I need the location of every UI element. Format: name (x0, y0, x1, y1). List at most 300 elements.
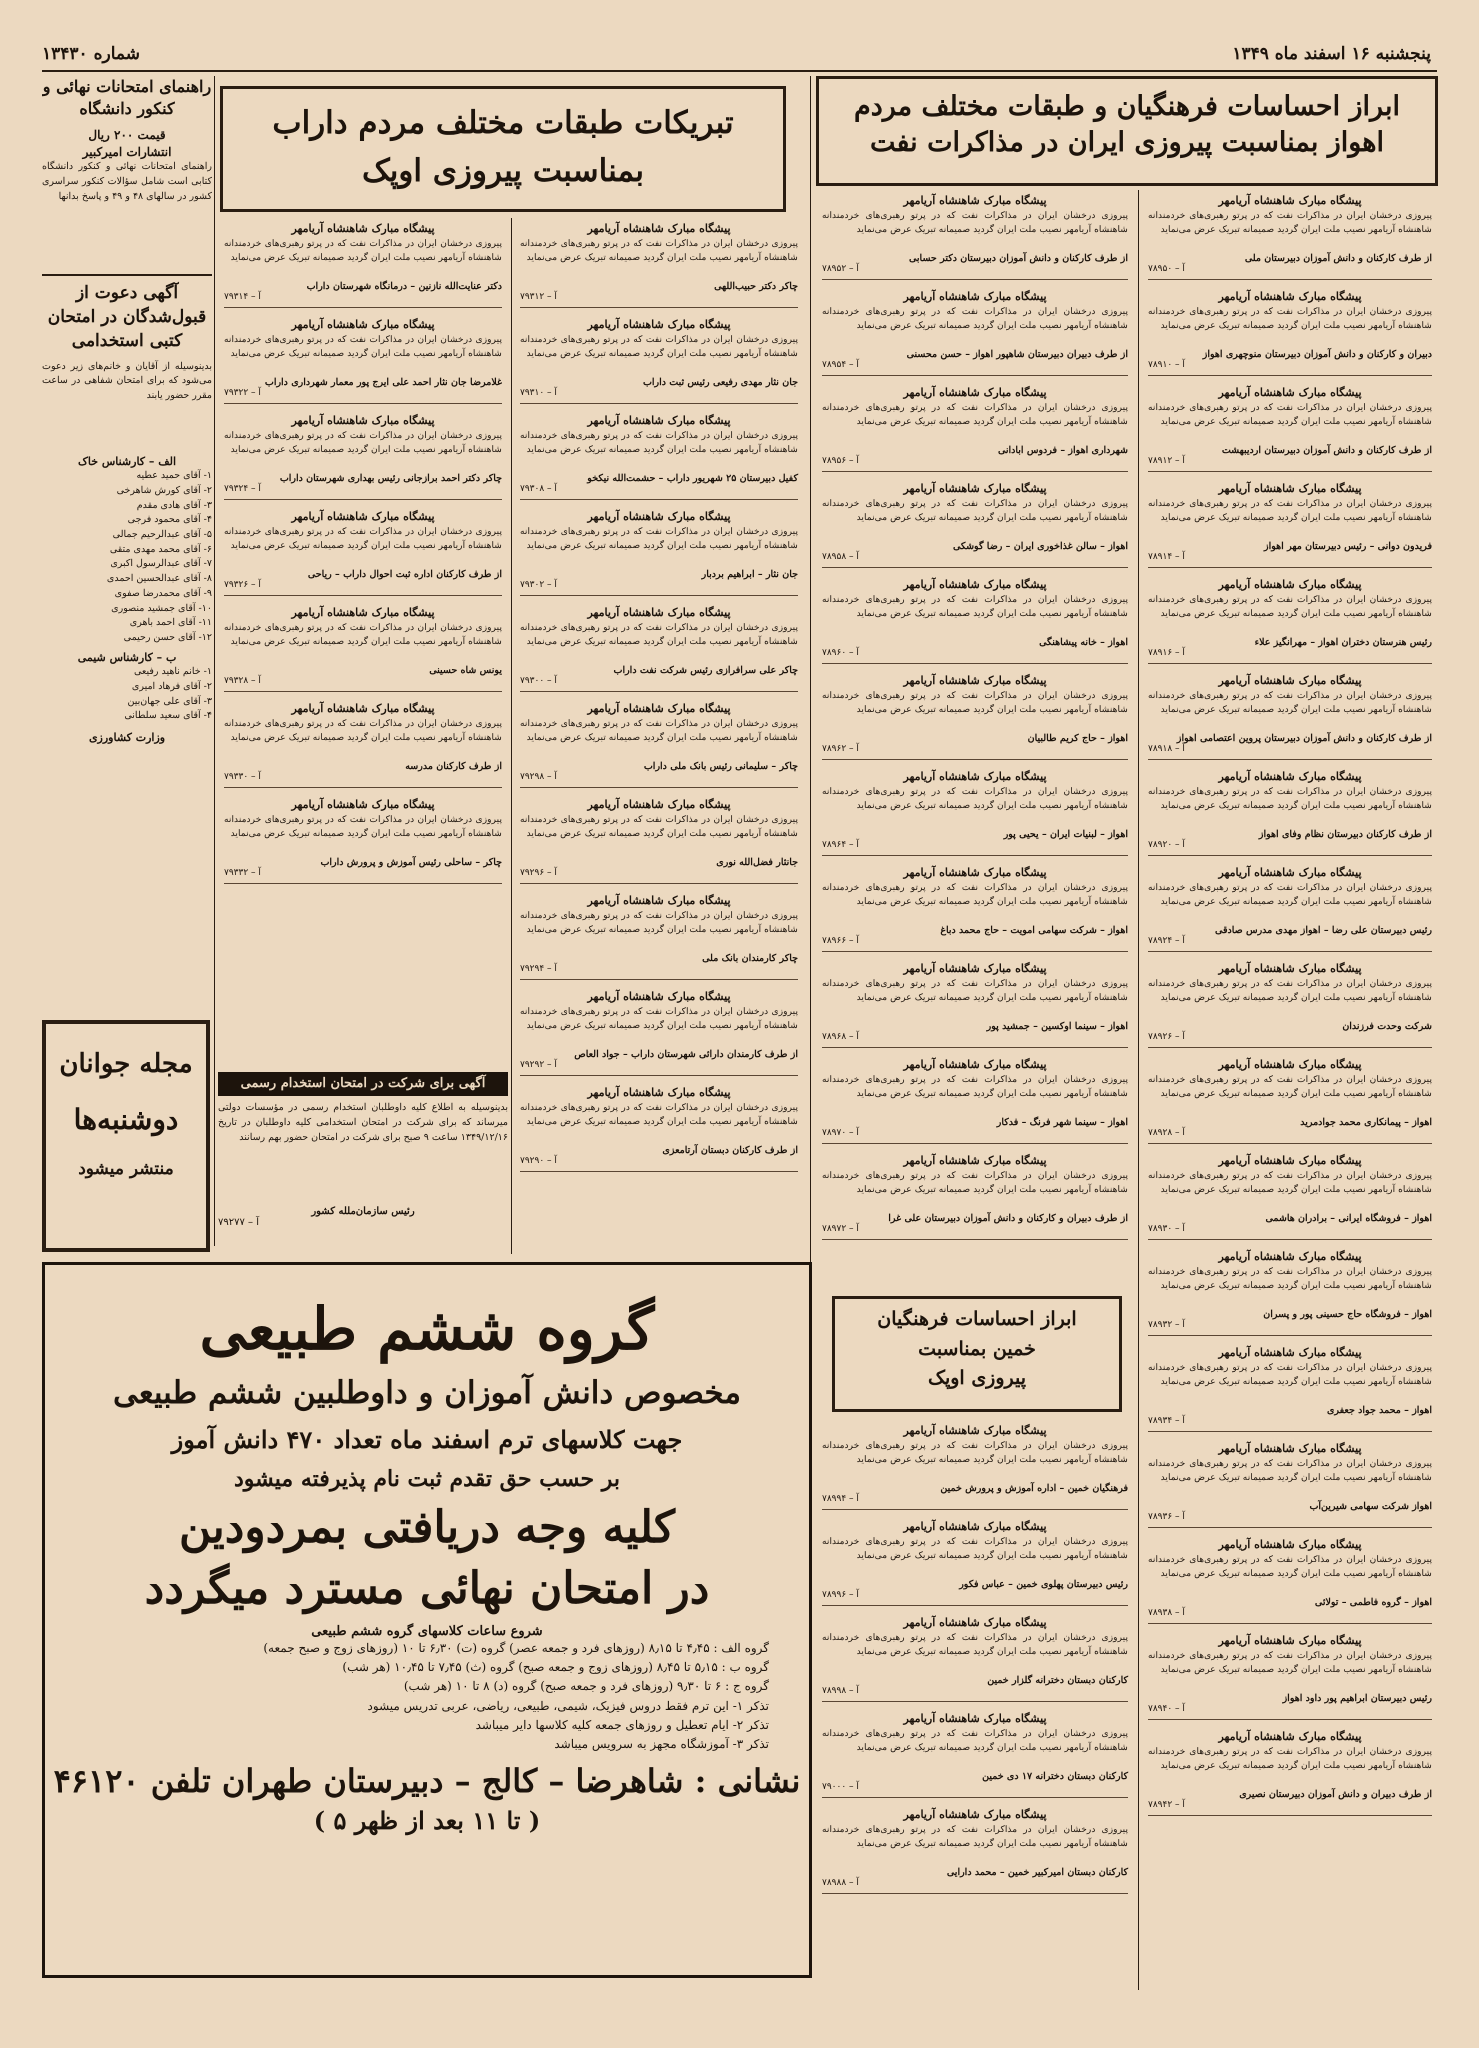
congratulation-notice (520, 410, 798, 500)
notice-signature: جان نثار – ابراهیم بردبار (701, 569, 798, 580)
notice-code: ۷۸۹۳۰ – آ (1148, 1224, 1185, 1234)
masthead-rule (42, 70, 1437, 72)
notice-code: ۷۹۳۱۰ – آ (520, 388, 557, 398)
notice-body: پیروزی درخشان ایران در مذاکرات نفت که در پرتو رهبری‌های خردمندانه شاهنشاه آریامهر نصیب ملت ایران گردید صمیمانه تبریک عرض می‌نماید (1148, 1650, 1432, 1676)
notice-signature: از طرف دبیران و کارکنان و دانش آموزان دبیرستان علی غرا (888, 1213, 1128, 1224)
magazine-ad (42, 1020, 210, 1252)
sidebar-divider (42, 274, 212, 276)
notice-signature: اهواز – محمد جواد جعفری (1326, 1405, 1432, 1416)
list-item: ۱۱- آقای احمد باهری (129, 617, 212, 629)
notice-code: ۷۸۹۵۶ – آ (822, 456, 859, 466)
invite-title: آگهی دعوت از قبول‌شدگان در امتحان کتبی استخدامی (47, 283, 207, 351)
names-list-b (42, 665, 212, 724)
notice-code: ۷۹۲۹۰ – آ (520, 1156, 557, 1166)
notice-signature: دبیران و کارکنان و دانش آموزان دبیرستان منوچهری اهواز (1202, 349, 1432, 360)
notice-title: پیشگاه مبارک شاهنشاه آریامهر (903, 1424, 1047, 1437)
notice-code: ۷۸۹۳۶ – آ (1148, 1512, 1185, 1522)
congratulation-notice (1148, 766, 1432, 856)
congratulation-notice (1148, 1438, 1432, 1528)
notice-title: پیشگاه مبارک شاهنشاه آریامهر (1218, 1442, 1362, 1455)
notice-code: ۷۹۲۹۸ – آ (520, 772, 557, 782)
notice-body: پیروزی درخشان ایران در مذاکرات نفت که در پرتو رهبری‌های خردمندانه شاهنشاه آریامهر نصیب ملت ایران گردید صمیمانه تبریک عرض می‌نماید (822, 402, 1128, 428)
congratulation-notice (1148, 1150, 1432, 1240)
notice-title: پیشگاه مبارک شاهنشاه آریامهر (291, 414, 435, 427)
notice-code: ۷۸۹۱۲ – آ (1148, 456, 1185, 466)
notice-body: پیروزی درخشان ایران در مذاکرات نفت که در پرتو رهبری‌های خردمندانه شاهنشاه آریامهر نصیب ملت ایران گردید صمیمانه تبریک عرض می‌نماید (224, 238, 502, 264)
list-item: ۷- آقای عبدالرسول اکبری (110, 558, 212, 570)
notice-signature: کارکنان دبستان دخترانه ۱۷ دی خمین (982, 1771, 1128, 1782)
notice-body: پیروزی درخشان ایران در مذاکرات نفت که در پرتو رهبری‌های خردمندانه شاهنشاه آریامهر نصیب ملت ایران گردید صمیمانه تبریک عرض می‌نماید (520, 1006, 798, 1032)
notice-body: پیروزی درخشان ایران در مذاکرات نفت که در پرتو رهبری‌های خردمندانه شاهنشاه آریامهر نصیب ملت ایران گردید صمیمانه تبریک عرض می‌نماید (224, 718, 502, 744)
group-b-label: ب – کارشناس شیمی (77, 650, 177, 664)
notice-body: پیروزی درخشان ایران در مذاکرات نفت که در پرتو رهبری‌های خردمندانه شاهنشاه آریامهر نصیب ملت ایران گردید صمیمانه تبریک عرض می‌نماید (822, 1440, 1128, 1466)
congratulation-notice (520, 218, 798, 308)
notice-signature: چاکر دکتر حبیب‌اللهی (714, 281, 798, 292)
notice-code: ۷۸۹۲۴ – آ (1148, 936, 1185, 946)
notice-signature: جانثار فضل‌الله نوری (716, 857, 798, 868)
ad-line-5: در امتحان نهائی مسترد میگردد (144, 1563, 710, 1614)
notice-code: ۷۸۹۹۸ – آ (822, 1686, 859, 1696)
schedule-line: گروه الف : ۴٫۴۵ تا ۸٫۱۵ (روزهای فرد و جمعه عصر) گروه (ت) ۶٫۳۰ تا ۱۰ (روزهای زوج و صبح جمعه) (263, 1641, 769, 1655)
notice-signature: از طرف کارکنان و دانش آموزان دبیرستان ملی (1244, 253, 1432, 264)
notice-body: پیروزی درخشان ایران در مذاکرات نفت که در پرتو رهبری‌های خردمندانه شاهنشاه آریامهر نصیب ملت ایران گردید صمیمانه تبریک عرض می‌نماید (822, 306, 1128, 332)
ad-hours: ( ۵ تا ۱۱ بعد از ظهر ) (313, 1806, 541, 1836)
notice-signature: چاکر کارمندان بانک ملی (702, 953, 798, 964)
notice-title: پیشگاه مبارک شاهنشاه آریامهر (1218, 962, 1362, 975)
schedule-line: تذکر ۳- آموزشگاه مجهز به سرویس میباشد (554, 1736, 769, 1751)
notice-title: پیشگاه مبارک شاهنشاه آریامهر (1218, 1058, 1362, 1071)
notice-signature: از طرف کارمندان دارائی شهرستان داراب – جواد العاص (574, 1049, 798, 1060)
notice-code: ۷۹۳۱۴ – آ (224, 292, 261, 302)
notice-code: ۷۸۹۱۰ – آ (1148, 360, 1185, 370)
notice-code: ۷۹۲۹۴ – آ (520, 964, 557, 974)
congratulation-notice (822, 670, 1128, 760)
notice-title: پیشگاه مبارک شاهنشاه آریامهر (1218, 1154, 1362, 1167)
notice-body: پیروزی درخشان ایران در مذاکرات نفت که در پرتو رهبری‌های خردمندانه شاهنشاه آریامهر نصیب ملت ایران گردید صمیمانه تبریک عرض می‌نماید (224, 814, 502, 840)
notice-signature: اهواز – سالن غذاخوری ایران – رضا گوشکی (952, 541, 1128, 552)
notice-title: پیشگاه مبارک شاهنشاه آریامهر (291, 702, 435, 715)
notice-title: پیشگاه مبارک شاهنشاه آریامهر (587, 414, 731, 427)
notice-body: پیروزی درخشان ایران در مذاکرات نفت که در پرتو رهبری‌های خردمندانه شاهنشاه آریامهر نصیب ملت ایران گردید صمیمانه تبریک عرض می‌نماید (822, 1536, 1128, 1562)
notice-title: پیشگاه مبارک شاهنشاه آریامهر (903, 770, 1047, 783)
center-column-right (514, 218, 804, 1254)
notice-title: پیشگاه مبارک شاهنشاه آریامهر (1218, 1250, 1362, 1263)
congratulation-notice (822, 190, 1128, 280)
notice-title: پیشگاه مبارک شاهنشاه آریامهر (903, 194, 1047, 207)
employment-title: آگهی برای شرکت در امتحان استخدام رسمی (218, 1072, 508, 1096)
congratulation-notice (1148, 382, 1432, 472)
congratulation-notice (822, 286, 1128, 376)
congratulation-notice (822, 1708, 1128, 1798)
notice-code: ۷۹۳۱۲ – آ (520, 292, 557, 302)
notice-title: پیشگاه مبارک شاهنشاه آریامهر (903, 1808, 1047, 1821)
congratulation-notice (822, 766, 1128, 856)
notice-code: ۷۸۹۵۲ – آ (822, 264, 859, 274)
congratulation-notice (520, 890, 798, 980)
list-item: ۴- آقای سعید سلطانی (124, 710, 212, 722)
congratulation-notice (822, 1612, 1128, 1702)
notice-title: پیشگاه مبارک شاهنشاه آریامهر (587, 1086, 731, 1099)
school-advertisement (42, 1262, 812, 1978)
congratulation-notice (224, 794, 502, 884)
notice-code: ۷۹۳۳۲ – آ (224, 868, 261, 878)
notice-code: ۷۹۲۹۲ – آ (520, 1060, 557, 1070)
notice-title: پیشگاه مبارک شاهنشاه آریامهر (903, 1712, 1047, 1725)
notice-title: پیشگاه مبارک شاهنشاه آریامهر (903, 866, 1047, 879)
list-item: ۱- آقای حمید عطیه (136, 470, 212, 482)
list-item: ۲- آقای فرهاد امیری (131, 680, 212, 692)
congratulation-notice (224, 218, 502, 308)
notice-signature: از طرف دبیران دبیرستان شاهپور اهواز – حسن محسنی (906, 349, 1128, 360)
schedule-line: تذکر ۲- ایام تعطیل و روزهای جمعه کلیه کلاسها دایر میباشد (475, 1717, 769, 1732)
notice-signature: اهواز – گروه فاطمی – تولائی (1314, 1597, 1432, 1608)
notice-code: ۷۸۹۳۲ – آ (1148, 1320, 1185, 1330)
congratulation-notice (822, 382, 1128, 472)
notice-title: پیشگاه مبارک شاهنشاه آریامهر (1218, 1538, 1362, 1551)
notice-body: پیروزی درخشان ایران در مذاکرات نفت که در پرتو رهبری‌های خردمندانه شاهنشاه آریامهر نصیب ملت ایران گردید صمیمانه تبریک عرض می‌نماید (520, 814, 798, 840)
notice-body: پیروزی درخشان ایران در مذاکرات نفت که در پرتو رهبری‌های خردمندانه شاهنشاه آریامهر نصیب ملت ایران گردید صمیمانه تبریک عرض می‌نماید (520, 430, 798, 456)
congratulation-notice (822, 1516, 1128, 1606)
right-column-inner (816, 190, 1134, 1256)
notice-title: پیشگاه مبارک شاهنشاه آریامهر (903, 1058, 1047, 1071)
notice-code: ۷۸۹۲۸ – آ (1148, 1128, 1185, 1138)
notice-body: پیروزی درخشان ایران در مذاکرات نفت که در پرتو رهبری‌های خردمندانه شاهنشاه آریامهر نصیب ملت ایران گردید صمیمانه تبریک عرض می‌نماید (1148, 882, 1432, 908)
notice-signature: جان نثار مهدی رفیعی رئیس ثبت داراب (642, 377, 798, 388)
notice-signature: چاکر دکتر احمد برازجانی رئیس بهداری شهرستان داراب (279, 473, 502, 484)
notice-title: پیشگاه مبارک شاهنشاه آریامهر (587, 702, 731, 715)
notice-body: پیروزی درخشان ایران در مذاکرات نفت که در پرتو رهبری‌های خردمندانه شاهنشاه آریامهر نصیب ملت ایران گردید صمیمانه تبریک عرض می‌نماید (1148, 1362, 1432, 1388)
congratulation-notice (822, 478, 1128, 568)
notice-code: ۷۸۹۳۸ – آ (1148, 1608, 1185, 1618)
congratulation-notice (224, 314, 502, 404)
center-column-left (218, 218, 508, 1068)
notice-signature: اهواز – سینما شهر فرنگ – فدکار (996, 1117, 1128, 1128)
ad-title: گروه ششم طبیعی (199, 1295, 655, 1363)
congratulation-notice (224, 698, 502, 788)
notice-title: پیشگاه مبارک شاهنشاه آریامهر (1218, 290, 1362, 303)
ad-line-4: کلیه وجه دریافتی بمردودین (179, 1502, 675, 1553)
notice-signature: اهواز – حاج کریم طالبیان (1027, 733, 1128, 744)
notice-code: ۷۹۳۲۴ – آ (224, 484, 261, 494)
notice-body: پیروزی درخشان ایران در مذاکرات نفت که در پرتو رهبری‌های خردمندانه شاهنشاه آریامهر نصیب ملت ایران گردید صمیمانه تبریک عرض می‌نماید (1148, 786, 1432, 812)
notice-title: پیشگاه مبارک شاهنشاه آریامهر (291, 606, 435, 619)
notice-signature: چاکر – ساحلی رئیس آموزش و پرورش داراب (320, 857, 502, 868)
notice-title: پیشگاه مبارک شاهنشاه آریامهر (1218, 194, 1362, 207)
notice-body: پیروزی درخشان ایران در مذاکرات نفت که در پرتو رهبری‌های خردمندانه شاهنشاه آریامهر نصیب ملت ایران گردید صمیمانه تبریک عرض می‌نماید (822, 498, 1128, 524)
notice-code: ۷۸۹۶۲ – آ (822, 744, 859, 754)
guide-body: راهنمای امتحانات نهائی و کنکور دانشگاه کتابی است شامل سؤالات کنکور سراسری کشور در سالهای ۴۸ و ۴۹ و پاسخ بدانها (42, 161, 212, 202)
congratulation-notice (1148, 286, 1432, 376)
notice-signature: کفیل دبیرستان ۲۵ شهریور داراب – حشمت‌الله نیکخو (587, 473, 798, 484)
khomein-column (816, 1420, 1134, 1990)
ad-line-1: مخصوص دانش آموزان و داوطلبین ششم طبیعی (113, 1375, 741, 1411)
congratulation-notice (224, 602, 502, 692)
notice-body: پیروزی درخشان ایران در مذاکرات نفت که در پرتو رهبری‌های خردمندانه شاهنشاه آریامهر نصیب ملت ایران گردید صمیمانه تبریک عرض می‌نماید (520, 622, 798, 648)
congratulation-notice (520, 698, 798, 788)
names-list-a (42, 469, 212, 646)
notice-signature: یونس شاه حسینی (429, 665, 502, 676)
notice-code: ۷۸۹۸۸ – آ (822, 1878, 859, 1888)
notice-title: پیشگاه مبارک شاهنشاه آریامهر (903, 962, 1047, 975)
notice-code: ۷۸۹۷۰ – آ (822, 1128, 859, 1138)
notice-code: ۷۹۳۲۸ – آ (224, 676, 261, 686)
notice-title: پیشگاه مبارک شاهنشاه آریامهر (587, 510, 731, 523)
notice-code: ۷۸۹۵۴ – آ (822, 360, 859, 370)
notice-signature: از طرف کارکنان دبیرستان نظام وفای اهواز (1258, 829, 1432, 840)
notice-code: ۷۸۹۱۸ – آ (1148, 744, 1185, 754)
notice-title: پیشگاه مبارک شاهنشاه آریامهر (1218, 770, 1362, 783)
notice-body: پیروزی درخشان ایران در مذاکرات نفت که در پرتو رهبری‌های خردمندانه شاهنشاه آریامهر نصیب ملت ایران گردید صمیمانه تبریک عرض می‌نماید (1148, 1170, 1432, 1196)
notice-title: پیشگاه مبارک شاهنشاه آریامهر (1218, 578, 1362, 591)
congratulation-notice (520, 506, 798, 596)
list-item: ۵- آقای عبدالرحیم جمالی (112, 529, 212, 541)
ad-address: نشانی : شاهرضا – کالج – دبیرستان طهران تلفن ۴۶۱۲۰ (53, 1762, 801, 1801)
guide-price: قیمت ۲۰۰ ریال (88, 127, 166, 142)
notice-title: پیشگاه مبارک شاهنشاه آریامهر (903, 1616, 1047, 1629)
congratulation-notice (1148, 1534, 1432, 1624)
issue-number: شماره ۱۳۴۳۰ (42, 44, 140, 64)
notice-signature: فریدون دوانی – رئیس دبیرستان مهر اهواز (1264, 541, 1432, 552)
notice-title: پیشگاه مبارک شاهنشاه آریامهر (1218, 1730, 1362, 1743)
schedule-line: گروه ج : ۶ تا ۹٫۳۰ (روزهای فرد و جمعه صبح) گروه (د) ۸ تا ۱۰ (هر شب) (403, 1679, 769, 1694)
notice-signature: از طرف کارکنان مدرسه (405, 761, 502, 772)
list-item: ۲- آقای کورش شاهرخی (116, 484, 212, 496)
notice-signature: شرکت وحدت فرزندان (1342, 1021, 1432, 1032)
notice-code: ۷۹۳۲۶ – آ (224, 580, 261, 590)
employment-code: ۷۹۲۷۷ – آ (218, 1216, 259, 1228)
notice-signature: از طرف کارکنان اداره ثبت احوال داراب – ریاحی (307, 569, 502, 580)
notice-title: پیشگاه مبارک شاهنشاه آریامهر (587, 318, 731, 331)
notice-body: پیروزی درخشان ایران در مذاکرات نفت که در پرتو رهبری‌های خردمندانه شاهنشاه آریامهر نصیب ملت ایران گردید صمیمانه تبریک عرض می‌نماید (822, 786, 1128, 812)
khomein-title-3: پیروزی اوپک (927, 1367, 1027, 1390)
issue-date: پنجشنبه ۱۶ اسفند ماه ۱۳۴۹ (1232, 44, 1431, 64)
notice-body: پیروزی درخشان ایران در مذاکرات نفت که در پرتو رهبری‌های خردمندانه شاهنشاه آریامهر نصیب ملت ایران گردید صمیمانه تبریک عرض می‌نماید (1148, 402, 1432, 428)
notice-body: پیروزی درخشان ایران در مذاکرات نفت که در پرتو رهبری‌های خردمندانه شاهنشاه آریامهر نصیب ملت ایران گردید صمیمانه تبریک عرض می‌نماید (822, 210, 1128, 236)
list-item: ۸- آقای عبدالحسین احمدی (106, 573, 212, 585)
notice-title: پیشگاه مبارک شاهنشاه آریامهر (903, 1154, 1047, 1167)
schedule-title: شروع ساعات کلاسهای گروه ششم طبیعی (311, 1624, 543, 1639)
notice-body: پیروزی درخشان ایران در مذاکرات نفت که در پرتو رهبری‌های خردمندانه شاهنشاه آریامهر نصیب ملت ایران گردید صمیمانه تبریک عرض می‌نماید (224, 430, 502, 456)
notice-title: پیشگاه مبارک شاهنشاه آریامهر (903, 578, 1047, 591)
congratulation-notice (520, 1082, 798, 1172)
notice-signature: اهواز – پیمانکاری محمد جوادمرید (1300, 1117, 1432, 1128)
notice-signature: رئیس دبیرستان پهلوی خمین – عباس فکور (959, 1579, 1128, 1590)
list-item: ۱- خانم ناهید رفیعی (133, 666, 212, 678)
notice-signature: رئیس دبیرستان ابراهیم پور داود اهواز (1282, 1693, 1432, 1704)
notice-code: ۷۸۹۶۴ – آ (822, 840, 859, 850)
notice-title: پیشگاه مبارک شاهنشاه آریامهر (903, 482, 1047, 495)
lead-right-title-2: اهواز بمناسبت پیروزی ایران در مذاکرات نفت (870, 127, 1384, 159)
notice-title: پیشگاه مبارک شاهنشاه آریامهر (1218, 866, 1362, 879)
notice-code: ۷۸۹۹۶ – آ (822, 1590, 859, 1600)
congratulation-notice (1148, 1054, 1432, 1144)
notice-body: پیروزی درخشان ایران در مذاکرات نفت که در پرتو رهبری‌های خردمندانه شاهنشاه آریامهر نصیب ملت ایران گردید صمیمانه تبریک عرض می‌نماید (1148, 1458, 1432, 1484)
list-item: ۱۰- آقای جمشید منصوری (111, 602, 212, 614)
notice-body: پیروزی درخشان ایران در مذاکرات نفت که در پرتو رهبری‌های خردمندانه شاهنشاه آریامهر نصیب ملت ایران گردید صمیمانه تبریک عرض می‌نماید (1148, 1746, 1432, 1772)
notice-signature: رئیس هنرستان دختران اهواز – مهرانگیز علاء (1254, 637, 1432, 648)
notice-title: پیشگاه مبارک شاهنشاه آریامهر (1218, 482, 1362, 495)
notice-body: پیروزی درخشان ایران در مذاکرات نفت که در پرتو رهبری‌های خردمندانه شاهنشاه آریامهر نصیب ملت ایران گردید صمیمانه تبریک عرض می‌نماید (520, 910, 798, 936)
notice-signature: شهرداری اهواز – فردوس ابادانی (997, 445, 1128, 456)
schedule-line: گروه ب : ۵٫۱۵ تا ۸٫۴۵ (روزهای زوج و جمعه صبح) گروه (ث) ۷٫۴۵ تا ۱۰٫۴۵ (هر شب) (342, 1660, 769, 1675)
notice-body: پیروزی درخشان ایران در مذاکرات نفت که در پرتو رهبری‌های خردمندانه شاهنشاه آریامهر نصیب ملت ایران گردید صمیمانه تبریک عرض می‌نماید (1148, 1074, 1432, 1100)
notice-body: پیروزی درخشان ایران در مذاکرات نفت که در پرتو رهبری‌های خردمندانه شاهنشاه آریامهر نصیب ملت ایران گردید صمیمانه تبریک عرض می‌نماید (520, 334, 798, 360)
notice-body: پیروزی درخشان ایران در مذاکرات نفت که در پرتو رهبری‌های خردمندانه شاهنشاه آریامهر نصیب ملت ایران گردید صمیمانه تبریک عرض می‌نماید (520, 526, 798, 552)
notice-title: پیشگاه مبارک شاهنشاه آریامهر (291, 318, 435, 331)
magazine-published: منتشر میشود (78, 1158, 174, 1179)
notice-body: پیروزی درخشان ایران در مذاکرات نفت که در پرتو رهبری‌های خردمندانه شاهنشاه آریامهر نصیب ملت ایران گردید صمیمانه تبریک عرض می‌نماید (822, 1170, 1128, 1196)
notice-code: ۷۹۳۲۲ – آ (224, 388, 261, 398)
notice-signature: کارکنان دبستان دخترانه گلزار خمین (987, 1675, 1128, 1686)
notice-code: ۷۹۳۰۲ – آ (520, 580, 557, 590)
notice-signature: اهواز – فروشگاه ایرانی – برادران هاشمی (1265, 1213, 1432, 1224)
congratulation-notice (822, 1150, 1128, 1240)
sidebar-signature: وزارت کشاورزی (88, 731, 166, 745)
congratulation-notice (822, 1804, 1128, 1894)
congratulation-notice (224, 410, 502, 500)
employment-body: بدینوسیله به اطلاع کلیه داوطلبان استخدام رسمی در مؤسسات دولتی میرساند که برای شرکت در امتحان استخدامی کلیه داوطلبان در تاریخ ۱۳۴۹/۱۲/۱۶ ساعت ۹ صبح برای شرکت در امتحان حضور بهم رسانند (218, 1101, 508, 1143)
notice-body: پیروزی درخشان ایران در مذاکرات نفت که در پرتو رهبری‌های خردمندانه شاهنشاه آریامهر نصیب ملت ایران گردید صمیمانه تبریک عرض می‌نماید (822, 690, 1128, 716)
notice-code: ۷۸۹۹۴ – آ (822, 1494, 859, 1504)
notice-body: پیروزی درخشان ایران در مذاکرات نفت که در پرتو رهبری‌های خردمندانه شاهنشاه آریامهر نصیب ملت ایران گردید صمیمانه تبریک عرض می‌نماید (1148, 594, 1432, 620)
notice-title: پیشگاه مبارک شاهنشاه آریامهر (291, 510, 435, 523)
notice-code: ۷۹۳۰۰ – آ (520, 676, 557, 686)
right-column-outer (1142, 190, 1438, 1990)
column-rule (214, 76, 215, 1246)
list-item: ۳- آقای هادی مقدم (136, 499, 212, 511)
notice-body: پیروزی درخشان ایران در مذاکرات نفت که در پرتو رهبری‌های خردمندانه شاهنشاه آریامهر نصیب ملت ایران گردید صمیمانه تبریک عرض می‌نماید (224, 526, 502, 552)
notice-signature: چاکر – سلیمانی رئیس بانک ملی داراب (643, 761, 798, 772)
notice-body: پیروزی درخشان ایران در مذاکرات نفت که در پرتو رهبری‌های خردمندانه شاهنشاه آریامهر نصیب ملت ایران گردید صمیمانه تبریک عرض می‌نماید (1148, 1266, 1432, 1292)
khomein-headline (832, 1296, 1122, 1412)
magazine-name: مجله جوانان (59, 1049, 193, 1079)
congratulation-notice (822, 1420, 1128, 1510)
notice-title: پیشگاه مبارک شاهنشاه آریامهر (1218, 1346, 1362, 1359)
notice-code: ۷۸۹۳۴ – آ (1148, 1416, 1185, 1426)
notice-code: ۷۸۹۴۲ – آ (1148, 1800, 1185, 1810)
notice-signature: کارکنان دبستان امیرکبیر خمین – محمد دارایی (946, 1867, 1128, 1878)
notice-title: پیشگاه مبارک شاهنشاه آریامهر (587, 798, 731, 811)
notice-code: ۷۸۹۴۰ – آ (1148, 1704, 1185, 1714)
congratulation-notice (520, 602, 798, 692)
notice-body: پیروزی درخشان ایران در مذاکرات نفت که در پرتو رهبری‌های خردمندانه شاهنشاه آریامهر نصیب ملت ایران گردید صمیمانه تبریک عرض می‌نماید (1148, 498, 1432, 524)
notice-title: پیشگاه مبارک شاهنشاه آریامهر (587, 894, 731, 907)
congratulation-notice (1148, 1342, 1432, 1432)
notice-code: ۷۸۹۶۸ – آ (822, 1032, 859, 1042)
notice-code: ۷۸۹۶۰ – آ (822, 648, 859, 658)
sidebar-left (42, 76, 212, 946)
list-item: ۴- آقای محمود فرجی (127, 514, 212, 526)
notice-body: پیروزی درخشان ایران در مذاکرات نفت که در پرتو رهبری‌های خردمندانه شاهنشاه آریامهر نصیب ملت ایران گردید صمیمانه تبریک عرض می‌نماید (822, 1728, 1128, 1754)
congratulation-notice (520, 314, 798, 404)
guide-title: راهنمای امتحانات نهائی و کنکور دانشگاه (42, 77, 212, 119)
list-item: ۱۲- آقای حسن رحیمی (123, 632, 212, 644)
notice-code: ۷۹۳۰۸ – آ (520, 484, 557, 494)
notice-code: ۷۹۳۳۰ – آ (224, 772, 261, 782)
notice-title: پیشگاه مبارک شاهنشاه آریامهر (587, 222, 731, 235)
notice-body: پیروزی درخشان ایران در مذاکرات نفت که در پرتو رهبری‌های خردمندانه شاهنشاه آریامهر نصیب ملت ایران گردید صمیمانه تبریک عرض می‌نماید (1148, 690, 1432, 716)
notice-signature: از طرف دبیران و دانش آموزان دبیرستان نصیری (1239, 1789, 1432, 1800)
notice-body: پیروزی درخشان ایران در مذاکرات نفت که در پرتو رهبری‌های خردمندانه شاهنشاه آریامهر نصیب ملت ایران گردید صمیمانه تبریک عرض می‌نماید (1148, 1554, 1432, 1580)
notice-title: پیشگاه مبارک شاهنشاه آریامهر (903, 674, 1047, 687)
khomein-title-2: خمین بمناسبت (918, 1337, 1036, 1360)
congratulation-notice (1148, 1630, 1432, 1720)
notice-title: پیشگاه مبارک شاهنشاه آریامهر (903, 290, 1047, 303)
congratulation-notice (1148, 862, 1432, 952)
employment-notice (218, 1072, 508, 1252)
ad-line-2: جهت کلاسهای ترم اسفند ماه تعداد ۴۷۰ دانش آموز (171, 1425, 683, 1454)
list-item: ۶- آقای محمد مهدی متقی (109, 543, 212, 555)
notice-body: پیروزی درخشان ایران در مذاکرات نفت که در پرتو رهبری‌های خردمندانه شاهنشاه آریامهر نصیب ملت ایران گردید صمیمانه تبریک عرض می‌نماید (520, 238, 798, 264)
lead-center-title-1: تبریکات طبقات مختلف مردم داراب (272, 105, 734, 141)
notice-body: پیروزی درخشان ایران در مذاکرات نفت که در پرتو رهبری‌های خردمندانه شاهنشاه آریامهر نصیب ملت ایران گردید صمیمانه تبریک عرض می‌نماید (822, 1074, 1128, 1100)
notice-body: پیروزی درخشان ایران در مذاکرات نفت که در پرتو رهبری‌های خردمندانه شاهنشاه آریامهر نصیب ملت ایران گردید صمیمانه تبریک عرض می‌نماید (822, 594, 1128, 620)
notice-signature: از طرف کارکنان دبستان آرتامعزی (662, 1145, 798, 1156)
notice-code: ۷۸۹۲۰ – آ (1148, 840, 1185, 850)
notice-title: پیشگاه مبارک شاهنشاه آریامهر (1218, 1634, 1362, 1647)
notice-signature: رئیس دبیرستان علی رضا – اهواز مهدی مدرس صادقی (1215, 925, 1432, 936)
magazine-day: دوشنبه‌ها (73, 1103, 179, 1137)
notice-code: ۷۸۹۷۲ – آ (822, 1224, 859, 1234)
notice-signature: چاکر علی سرافرازی رئیس شرکت نفت داراب (613, 665, 798, 676)
notice-code: ۷۸۹۶۶ – آ (822, 936, 859, 946)
congratulation-notice (520, 986, 798, 1076)
congratulation-notice (224, 506, 502, 596)
notice-signature: اهواز شرکت سهامی شیرین‌آب (1309, 1501, 1432, 1512)
employment-signature: رئیس سازمان‌ملله کشور (311, 1205, 415, 1217)
congratulation-notice (1148, 478, 1432, 568)
lead-right-title-1: ابراز احساسات فرهنگیان و طبقات مختلف مردم (854, 91, 1400, 122)
column-rule (1138, 190, 1139, 1990)
congratulation-notice (1148, 958, 1432, 1048)
congratulation-notice (1148, 1726, 1432, 1816)
notice-signature: از طرف کارکنان و دانش آموزان دبیرستان اردیبهشت (1221, 445, 1432, 456)
notice-signature: اهواز – شرکت سهامی امویت – حاج محمد دباغ (940, 925, 1128, 936)
notice-body: پیروزی درخشان ایران در مذاکرات نفت که در پرتو رهبری‌های خردمندانه شاهنشاه آریامهر نصیب ملت ایران گردید صمیمانه تبریک عرض می‌نماید (822, 1632, 1128, 1658)
notice-signature: از طرف کارکنان و دانش آموزان دبیرستان پروین اعتصامی اهواز (1176, 733, 1432, 744)
congratulation-notice (1148, 670, 1432, 760)
lead-right-headline (816, 76, 1438, 186)
list-item: ۹- آقای محمدرضا صفوی (114, 587, 212, 599)
notice-body: پیروزی درخشان ایران در مذاکرات نفت که در پرتو رهبری‌های خردمندانه شاهنشاه آریامهر نصیب ملت ایران گردید صمیمانه تبریک عرض می‌نماید (520, 718, 798, 744)
invite-intro: بدینوسیله از آقایان و خانم‌های زیر دعوت می‌شود که برای امتحان شفاهی در ساعت مقرر حضور یابند (42, 360, 212, 402)
notice-signature: فرهنگیان خمین – اداره آموزش و پرورش خمین (940, 1483, 1128, 1494)
notice-title: پیشگاه مبارک شاهنشاه آریامهر (1218, 386, 1362, 399)
congratulation-notice (822, 1054, 1128, 1144)
notice-title: پیشگاه مبارک شاهنشاه آریامهر (587, 606, 731, 619)
lead-center-headline (220, 86, 786, 212)
congratulation-notice (1148, 1246, 1432, 1336)
notice-code: ۷۸۹۱۶ – آ (1148, 648, 1185, 658)
notice-title: پیشگاه مبارک شاهنشاه آریامهر (291, 222, 435, 235)
group-a-label: الف – کارشناس خاک (78, 454, 176, 468)
congratulation-notice (822, 862, 1128, 952)
notice-signature: اهواز – سینما اوکسین – جمشید پور (986, 1021, 1128, 1032)
notice-signature: اهواز – خانه پیشاهنگی (1039, 637, 1128, 648)
notice-code: ۷۸۹۵۰ – آ (1148, 264, 1185, 274)
ad-line-3: بر حسب حق تقدم ثبت نام پذیرفته میشود (234, 1466, 620, 1492)
congratulation-notice (822, 574, 1128, 664)
column-rule (511, 218, 512, 1254)
lead-center-title-2: بمناسبت پیروزی اوپک (362, 152, 644, 189)
congratulation-notice (1148, 574, 1432, 664)
notice-signature: دکتر عنایت‌الله نازنین – درمانگاه شهرستان داراب (306, 281, 502, 292)
congratulation-notice (1148, 190, 1432, 280)
notice-body: پیروزی درخشان ایران در مذاکرات نفت که در پرتو رهبری‌های خردمندانه شاهنشاه آریامهر نصیب ملت ایران گردید صمیمانه تبریک عرض می‌نماید (1148, 978, 1432, 1004)
notice-signature: غلامرضا جان نثار احمد علی ایرج پور معمار شهرداری داراب (264, 377, 502, 388)
khomein-title-1: ابراز احساسات فرهنگیان (877, 1308, 1077, 1330)
notice-title: پیشگاه مبارک شاهنشاه آریامهر (587, 990, 731, 1003)
